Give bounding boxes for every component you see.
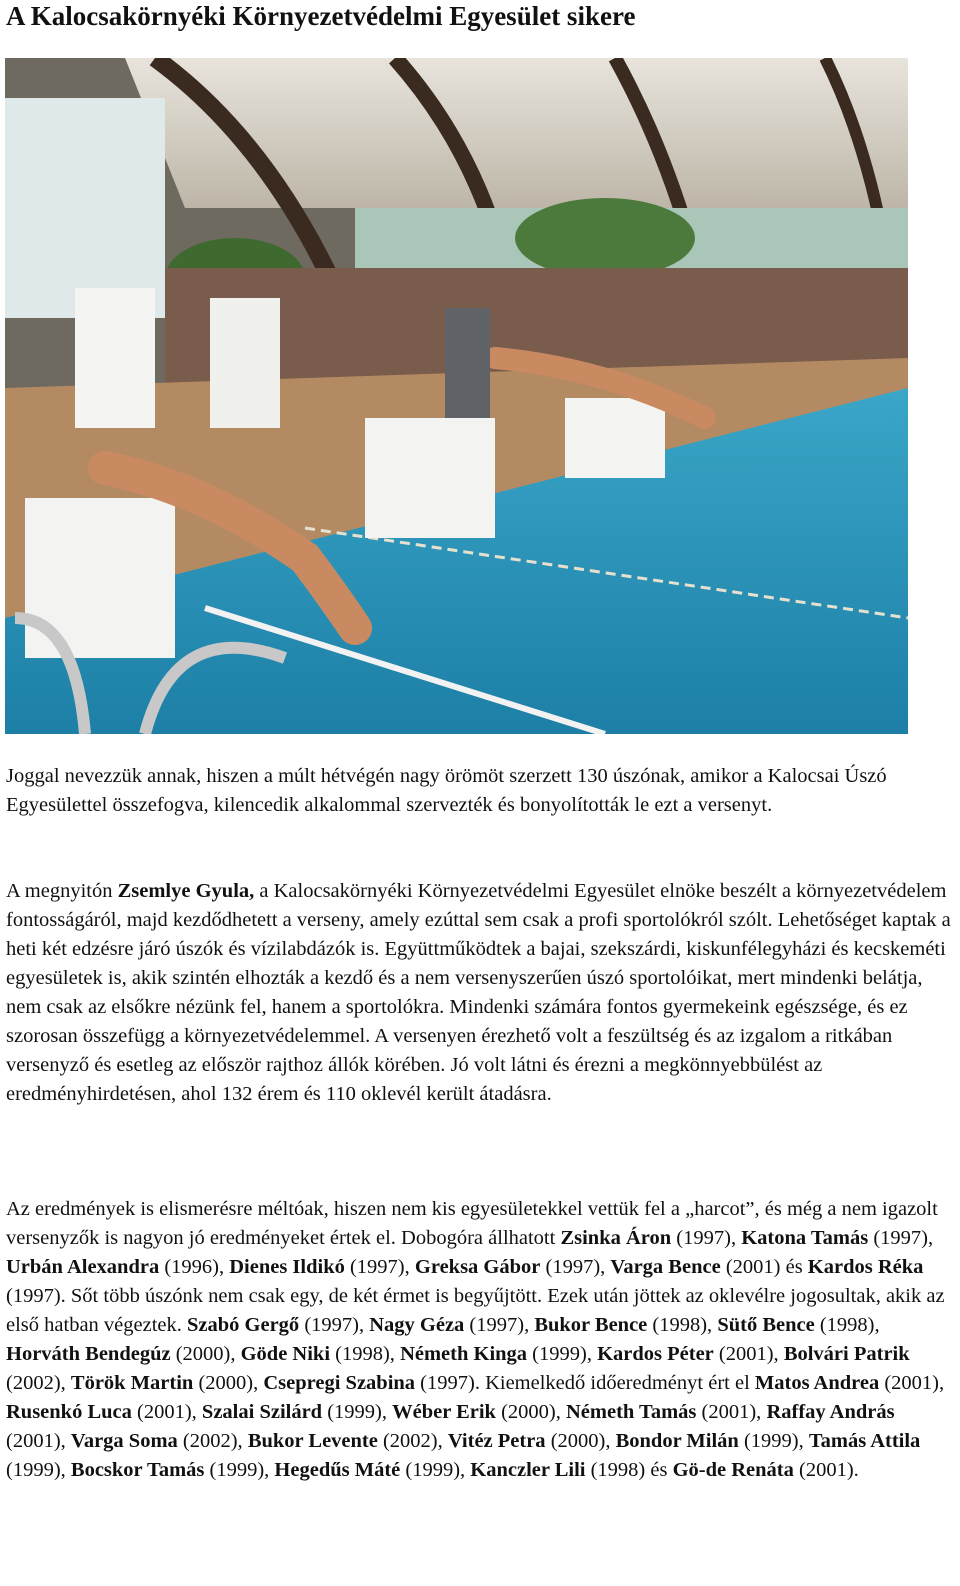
paragraph-results: [6, 1195, 958, 1485]
text-run: (2001).: [793, 1459, 859, 1481]
bold-name: Varga Bence: [610, 1256, 721, 1278]
text-run: (1997),: [299, 1314, 370, 1336]
bold-name: Vitéz Petra: [447, 1430, 546, 1452]
text-run: (1997),: [344, 1256, 415, 1278]
paragraph-intro: Joggal nevezzük annak, hiszen a múlt hétvégén nagy örömöt szerzett 130 úszónak, amikor a Kalocsai Úszó Egyesülettel összefogva, kilencedik alkalommal szervezték és bonyolították le ezt a versenyt.: [6, 765, 887, 816]
bold-name: Rusenkó Luca: [6, 1401, 132, 1423]
text-run: (1998),: [814, 1314, 880, 1336]
text-run: (1997),: [868, 1227, 934, 1249]
text-run: (2000),: [545, 1430, 616, 1452]
bold-name: Csepregi Szabina: [263, 1372, 416, 1394]
text-run: (2001),: [879, 1372, 945, 1394]
text-run: (1997). Sőt több úszónk nem csak egy, de két érmet is begyűjtött. Ezek után jöttek az oklevélre jogosultak, akik az első hatban végeztek.: [6, 1285, 945, 1336]
bold-name: Bukor Levente: [247, 1430, 378, 1452]
text-run: (1997). Kiemelkedő időeredményt ért el: [415, 1372, 755, 1394]
bold-name: Szabó Gergő: [187, 1314, 300, 1336]
text-run: (1999),: [204, 1459, 275, 1481]
text-run: (1997),: [540, 1256, 611, 1278]
text-run: (2002),: [6, 1372, 71, 1394]
text-run: (2001) és: [720, 1256, 808, 1278]
bold-name: Matos Andrea: [754, 1372, 880, 1394]
bold-name: Katona Tamás: [741, 1227, 869, 1249]
bold-name: Hegedűs Máté: [274, 1459, 401, 1481]
text-run: (2000),: [170, 1343, 241, 1365]
text-run: (2001),: [696, 1401, 767, 1423]
text-run: (2000),: [495, 1401, 566, 1423]
text-run: A megnyitón: [6, 880, 118, 902]
text-run: (1999),: [322, 1401, 393, 1423]
text-run: (2000),: [193, 1372, 264, 1394]
text-run: (1997),: [671, 1227, 742, 1249]
text-run: (2001),: [131, 1401, 202, 1423]
bold-name: Szalai Szilárd: [201, 1401, 323, 1423]
bold-name: Horváth Bendegúz: [6, 1343, 171, 1365]
bold-name: Nagy Géza: [369, 1314, 465, 1336]
text-run: (1999),: [738, 1430, 809, 1452]
bold-name: Bocskor Tamás: [70, 1459, 205, 1481]
bold-name: Zsinka Áron: [560, 1227, 672, 1249]
bold-name: Tamás Attila: [808, 1430, 921, 1452]
bold-name: Göde Niki: [240, 1343, 331, 1365]
bold-name: Kardos Péter: [597, 1343, 714, 1365]
bold-name: Németh Tamás: [565, 1401, 697, 1423]
bold-name: Dienes Ildikó: [229, 1256, 345, 1278]
text-run: Az eredmények is elismerésre méltóak, hiszen nem kis egyesületekkel vettük fel a „harcot”, és még a nem igazolt versenyzők is nagyon jó eredményeket értek el. Dobogóra állhatott: [6, 1198, 938, 1249]
bold-name: Bolvári Patrik: [783, 1343, 910, 1365]
bold-name: Varga Soma: [70, 1430, 178, 1452]
text-run: (2002),: [177, 1430, 248, 1452]
article-title: A Kalocsakörnyéki Környezetvédelmi Egyesület sikere: [6, 1, 636, 31]
text-run: (1999),: [6, 1459, 71, 1481]
text-run: (1998),: [330, 1343, 401, 1365]
bold-name: Bukor Bence: [534, 1314, 648, 1336]
text-run: a Kalocsakörnyéki Környezetvédelmi Egyesület elnöke beszélt a környezetvédelem fontosságáról, majd kezdődhetett a verseny, amely ezúttal sem csak a profi sportolókról szólt. Lehetőséget kaptak a heti két edzésre járó úszók és vízilabdázók is. Együttműködtek a bajai, szekszárdi, kiskunfélegyházi és kecskeméti egyesületek is, akik szintén elhozták a kezdő és a nem versenyszerűen úszó sportolóikat, mert mindenki belátja, nem csak az elsőkre nézünk fel, hanem a sportolókra. Mindenki számára fontos gyermekeink egészsége, és ez szorosan összefügg a környezetvédelemmel. A versenyen érezhető volt a feszültség és az izgalom a ritkában versenyző és esetleg az először rajthoz állók körében. Jó volt látni és érezni a megkönnyebbülést az eredményhirdetésen, ahol 132 érem és 110 oklevél került átadásra.: [6, 880, 951, 1105]
bold-name: Kanczler Lili: [470, 1459, 586, 1481]
text-run: (2002),: [377, 1430, 448, 1452]
bold-name: Sütő Bence: [717, 1314, 815, 1336]
text-run: (1998) és: [585, 1459, 673, 1481]
bold-name: Greksa Gábor: [414, 1256, 541, 1278]
swimming-pool-photo: [5, 58, 908, 734]
bold-name: Gö-de Renáta: [672, 1459, 794, 1481]
bold-name: Bondor Milán: [615, 1430, 739, 1452]
bold-name: Urbán Alexandra: [6, 1256, 160, 1278]
text-run: (1999),: [400, 1459, 471, 1481]
bold-name: Wéber Erik: [392, 1401, 496, 1423]
bold-name: Németh Kinga: [400, 1343, 528, 1365]
text-run: (1996),: [159, 1256, 230, 1278]
text-run: (1998),: [647, 1314, 718, 1336]
bold-name: Török Martin: [70, 1372, 194, 1394]
text-run: (2001),: [6, 1430, 71, 1452]
text-run: (1999),: [527, 1343, 598, 1365]
bold-name: Kardos Réka: [807, 1256, 924, 1278]
bold-name: Raffay András: [766, 1401, 895, 1423]
paragraph-opening: [6, 877, 958, 1109]
text-run: (2001),: [713, 1343, 784, 1365]
bold-name: Zsemlye Gyula,: [117, 880, 255, 902]
text-run: (1997),: [464, 1314, 535, 1336]
